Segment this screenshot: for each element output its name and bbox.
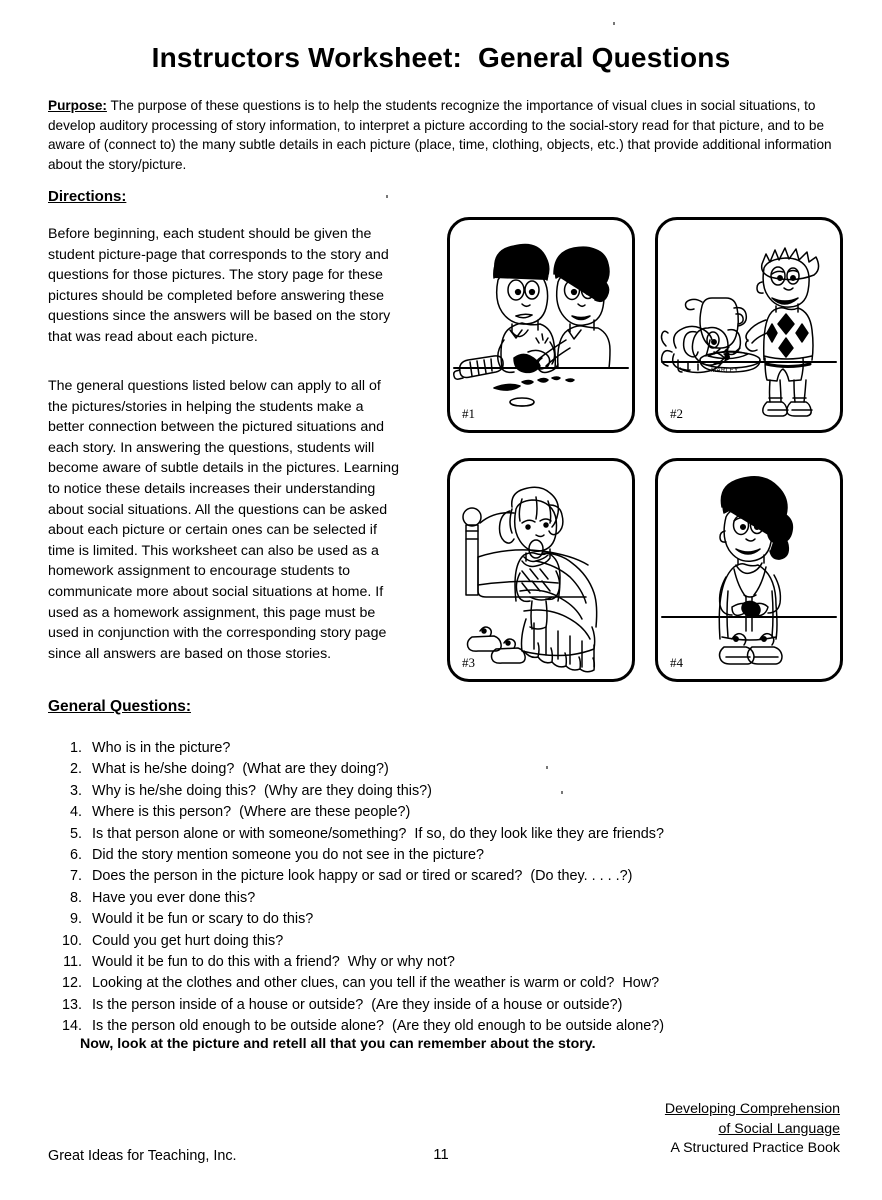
illustration-panel-1 (447, 217, 635, 433)
question-item (48, 759, 848, 780)
scan-speck (386, 195, 388, 198)
page-title: Instructors Worksheet: General Questions (151, 42, 731, 73)
directions-paragraph-1: Before beginning, each student should be given the student picture-page that corresponds to the story and questions for those pictures. The story page for these pictures should be completed before answering these questions since the answers will be based on the story that was read about each picture. (48, 226, 391, 345)
footer-series (520, 1100, 840, 1159)
illustration-panel-4 (655, 458, 843, 682)
question-text: Does the person in the picture look happy or sad or tired or scared? (Do they. . . . .?) (92, 868, 633, 885)
question-item (48, 824, 848, 845)
dog-bowl-name-text: MARLEY (711, 368, 739, 374)
question-text: Is that person alone or with someone/something? If so, do they look like they are friends? (92, 825, 664, 842)
question-text: Is the person inside of a house or outside? (Are they inside of a house or outside?) (92, 996, 623, 1013)
panel-4-label-text: #4 (670, 655, 683, 670)
panel-1-label-text: #1 (462, 406, 475, 421)
question-text: Would it be fun or scary to do this? (92, 911, 314, 928)
question-text: Where is this person? (Where are these people?) (92, 804, 411, 821)
panel-2-label-text: #2 (670, 406, 683, 421)
footer-page-number: 11 (433, 1146, 449, 1163)
question-item (48, 802, 848, 823)
question-item (48, 738, 848, 759)
illustration-panel-3 (447, 458, 635, 682)
illustration-panel-2 (655, 217, 843, 433)
question-text: Did the story mention someone you do not see in the picture? (92, 847, 484, 864)
purpose-block (48, 96, 838, 174)
question-text: Would it be fun to do this with a friend? Why or why not? (92, 954, 455, 971)
question-text: Is the person old enough to be outside alone? (Are they old enough to be outside alone?) (92, 1018, 665, 1035)
question-text: Have you ever done this? (92, 889, 256, 906)
question-text: Who is in the picture? (92, 740, 231, 756)
footer-publisher: Great Ideas for Teaching, Inc. (48, 1148, 237, 1164)
question-item (48, 888, 848, 909)
question-text: Why is he/she doing this? (Why are they doing this?) (92, 782, 432, 799)
question-text: Could you get hurt doing this? (92, 932, 284, 949)
question-number: 12. (61, 975, 82, 992)
purpose-label: Purpose: (48, 98, 107, 113)
question-text: What is he/she doing? (What are they doing?) (92, 761, 389, 778)
panel-3-label-text: #3 (462, 655, 475, 670)
question-item (48, 1016, 848, 1037)
question-number: 5. (69, 825, 82, 842)
directions-paragraph-2: The general questions listed below can apply to all of the pictures/stories in helping the students make a better connection between the pictured situations and each story. In answering the questions, students will become aware of subtle details in the pictures. Learning to notice these details increases their understanding about social situations. All the questions can be asked about each picture or certain ones can be selected if time is limited. This worksheet can also be used as a homework assignment to encourage students to communicate more about social situations at home. If used as a homework assignment, this page must be used in conjunction with the corresponding story page since all answers are based on those stories. (48, 378, 399, 662)
question-item (48, 973, 848, 994)
question-item (48, 909, 848, 930)
panel-2-artwork (658, 220, 840, 430)
question-number: 4. (69, 804, 82, 821)
general-questions-heading: General Questions: (48, 698, 191, 715)
scan-speck (613, 22, 615, 25)
question-number: 2. (69, 761, 82, 778)
question-item (48, 781, 848, 802)
closing-instruction: Now, look at the picture and retell all that you can remember about the story. (80, 1036, 596, 1052)
question-number: 8. (69, 889, 82, 906)
question-number: 1. (69, 740, 82, 756)
question-number: 10. (61, 932, 82, 949)
panel-3-artwork (450, 461, 632, 679)
question-number: 13. (61, 996, 82, 1013)
footer-series-line-1: Developing Comprehension (664, 1101, 840, 1117)
question-item (48, 845, 848, 866)
footer-series-line-3: A Structured Practice Book (670, 1140, 840, 1156)
question-number: 7. (69, 868, 82, 885)
question-number: 9. (69, 911, 82, 928)
question-number: 14. (61, 1018, 82, 1035)
panel-4-artwork (658, 461, 840, 679)
question-number: 6. (69, 847, 82, 864)
question-item (48, 952, 848, 973)
question-number: 11. (63, 954, 82, 971)
directions-heading: Directions: (48, 188, 127, 205)
panel-1-artwork (450, 220, 632, 430)
question-item (48, 931, 848, 952)
question-item (48, 866, 848, 887)
purpose-text: The purpose of these questions is to help the students recognize the importance of visual clues in social situations, to develop auditory processing of story information, to interpret a picture according to the social-story read for that picture, and to be aware of (connect to) the many subtle details in each picture (place, time, clothing, objects, etc.) that provide additional information about the story/picture. (48, 98, 832, 172)
question-number: 3. (69, 782, 82, 799)
question-text: Looking at the clothes and other clues, can you tell if the weather is warm or cold? How? (92, 975, 660, 992)
questions-list (48, 738, 848, 1038)
question-item (48, 995, 848, 1016)
footer-series-line-2: of Social Language (718, 1120, 840, 1137)
